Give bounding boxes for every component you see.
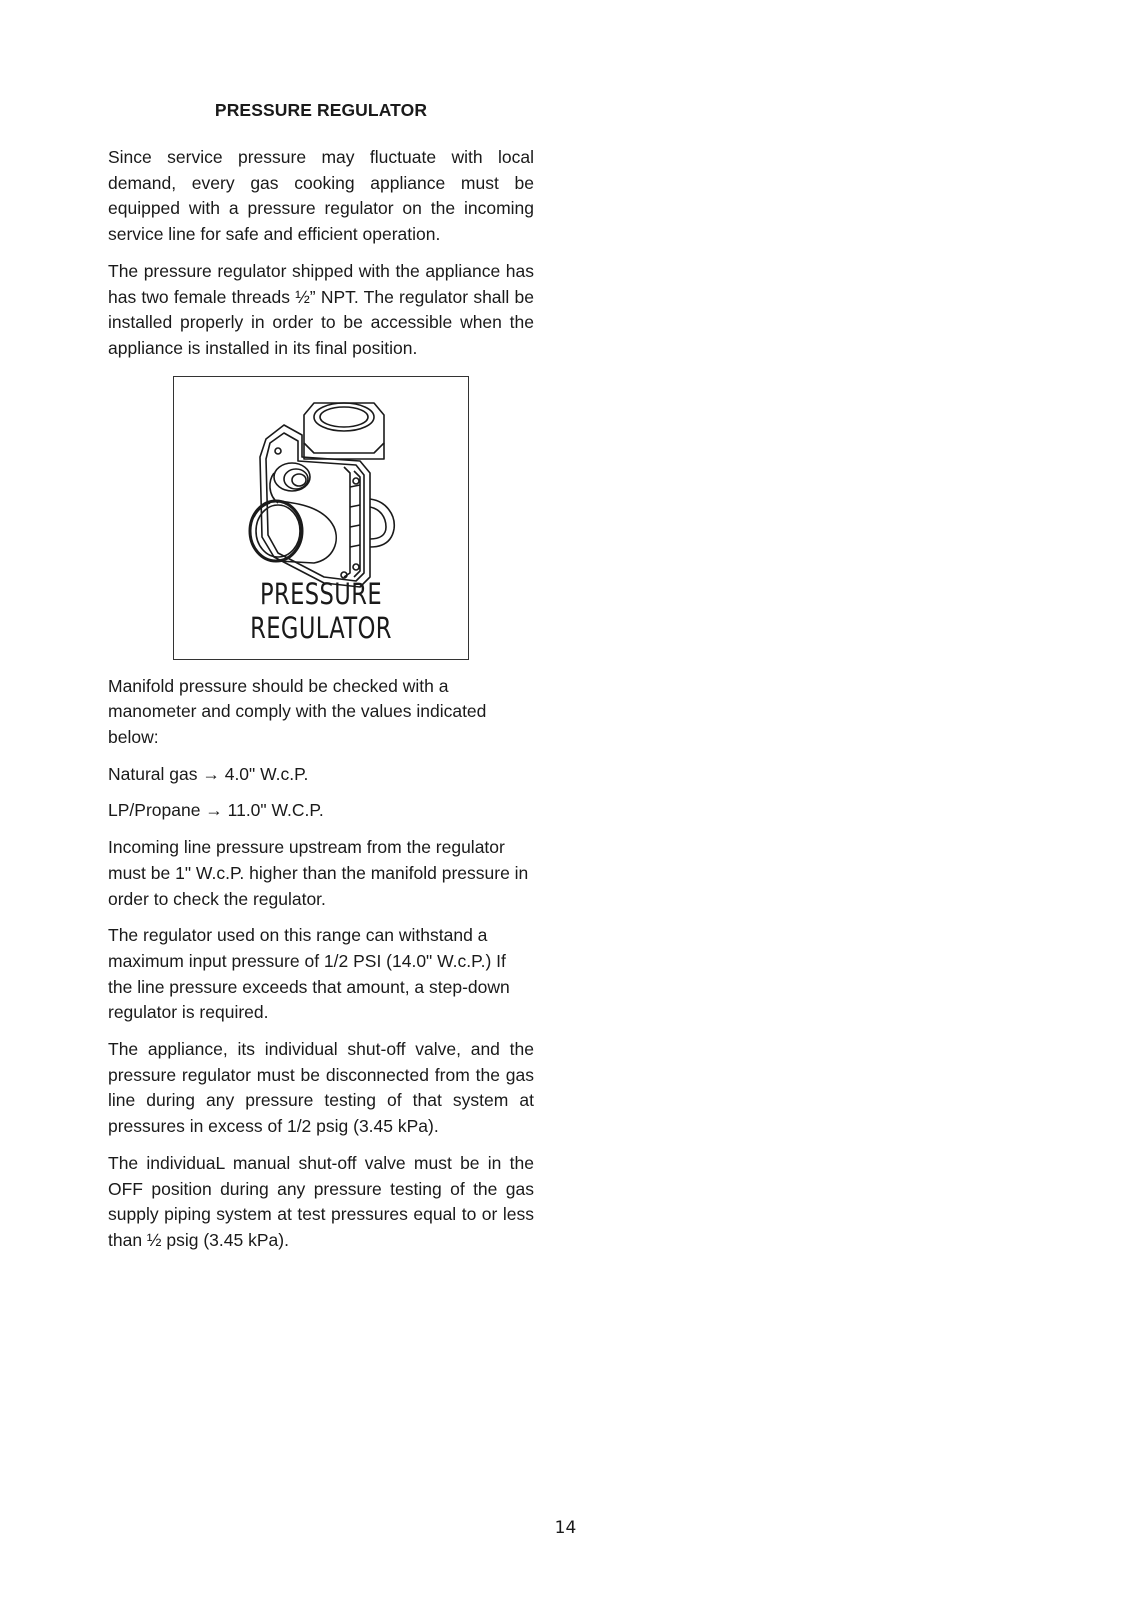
page-number: 14 bbox=[554, 1518, 577, 1538]
paragraph-manifold-pressure: Manifold pressure should be checked with a manometer and comply with the values indicated below: bbox=[108, 675, 487, 748]
paragraph-service-pressure: Since service pressure may fluctuate with local demand, every gas cooking appliance must be equipped with a pressure regulator on the incoming service line for safe and efficient operation. bbox=[108, 147, 534, 245]
paragraph-incoming-line: Incoming line pressure upstream from the regulator must be 1" W.c.P. higher than the manifold pressure in order to check the regulator. bbox=[108, 837, 529, 909]
pressure-regulator-figure bbox=[173, 376, 469, 660]
paragraph-regulator-threads: The pressure regulator shipped with the appliance has has two female threads ½” NPT. The regulator shall be installed properly in order to be accessible when the appliance is installed in its final position. bbox=[108, 260, 534, 358]
natural-gas-value: Natural gas → 4.0" W.c.P. bbox=[108, 763, 309, 784]
content-column bbox=[108, 96, 534, 1265]
paragraph-shutoff-valve: The individuaL manual shut-off valve must be in the OFF position during any pressure testing of the gas supply piping system at test pressures equal to or less than ½ psig (3.45 kPa). bbox=[108, 1152, 534, 1250]
lp-propane-value: LP/Propane → 11.0" W.C.P. bbox=[108, 800, 324, 821]
section-heading: PRESSURE REGULATOR bbox=[214, 100, 428, 120]
paragraph-disconnect: The appliance, its individual shut-off valve, and the pressure regulator must be disconnected from the gas line during any pressure testing of that system at pressures in excess of 1/2 psig (3.45 kPa). bbox=[108, 1039, 534, 1137]
figure-caption: PRESSURE REGULATOR bbox=[250, 576, 392, 645]
paragraph-max-input: The regulator used on this range can withstand a maximum input pressure of 1/2 PSI (14.0" W.c.P.) If the line pressure exceeds that amount, a step-down regulator is required. bbox=[108, 925, 510, 1023]
